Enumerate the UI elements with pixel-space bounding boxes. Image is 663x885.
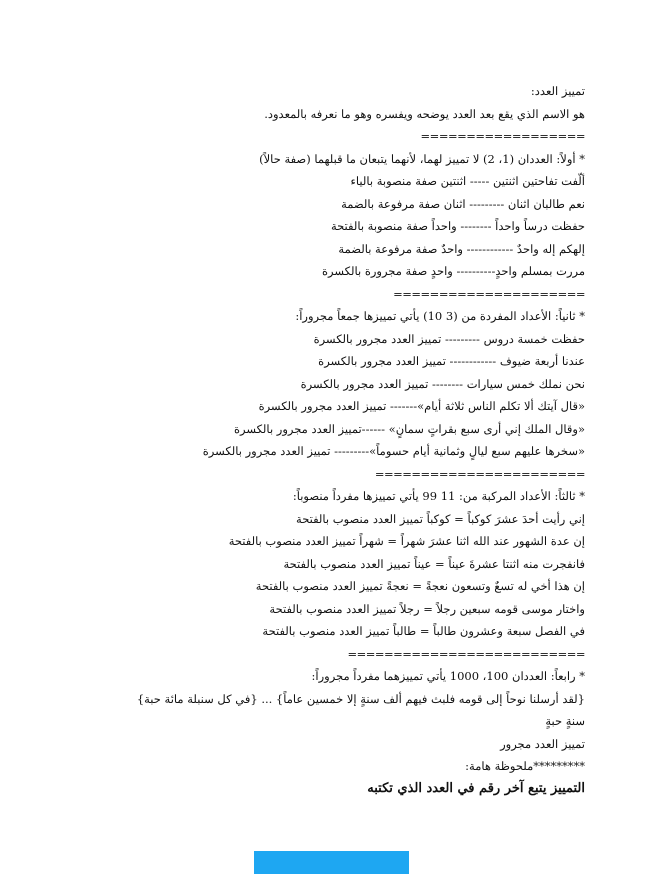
example-words: سنةٍ حبةٍ: [545, 714, 585, 728]
example-line: حفظت خمسة دروس --------- تمييز العدد مجرور بالكسرة: [313, 331, 585, 346]
example-line: واختار موسى قومه سبعين رجلاً = رجلاً تمييز العدد منصوب بالفتحة: [269, 601, 585, 616]
separator: =======================: [374, 466, 585, 481]
note-text: التمييز يتبع آخر رقم في العدد الذي تكتبه: [367, 780, 585, 796]
separator: ==========================: [347, 646, 585, 661]
section-first-heading: * أولاً: العددان (1، 2) لا تمييز لهما، لأنهما يتبعان ما قبلهما (صفة حالاً): [259, 151, 585, 166]
example-line: إلهكم إله واحدٌ ------------ واحدٌ صفة مرفوعة بالضمة: [338, 241, 585, 256]
document-body: [0, 80, 585, 800]
example-explanation: تمييز العدد مجرور: [500, 736, 585, 751]
heading-number-specifier: تمييز العدد:: [530, 84, 585, 98]
separator: ==================: [420, 129, 585, 143]
example-line: «سخرها عليهم سبع ليالٍ وثمانية أيام حسوماً»--------- تمييز العدد مجرور بالكسرة: [202, 444, 585, 458]
example-line: في الفصل سبعة وعشرون طالباً = طالباً تمييز العدد منصوب بالفتحة: [262, 624, 585, 638]
example-line: فانفجرت منه اثنتا عشرةَ عيناً = عيناً تمييز العدد منصوب بالفتحة: [283, 556, 585, 571]
example-line: إن عدة الشهور عند الله اثنا عشرَ شهراً = شهراً تمييز العدد منصوب بالفتحة: [228, 534, 585, 548]
note-heading: *********ملحوظة هامة:: [465, 759, 585, 773]
example-line: نحن نملك خمس سيارات -------- تمييز العدد مجرور بالكسرة: [300, 376, 585, 391]
definition-text: هو الاسم الذي يقع بعد العدد يوضحه ويفسره وهو ما نعرفه بالمعدود.: [264, 106, 585, 121]
example-line: حفظت درساً واحداً -------- واحداً صفة منصوبة بالفتحة: [330, 219, 585, 233]
separator: =====================: [393, 286, 585, 301]
section-second-heading: * ثانياً: الأعداد المفردة من (3 10) يأتي تمييزها جمعاً مجروراً:: [295, 309, 585, 323]
bottom-action-bar[interactable]: [254, 851, 409, 874]
example-line: ألّفت تفاحتين اثنتين ----- اثنتين صفة منصوبة بالياء: [350, 174, 585, 188]
example-line: عندنا أربعة ضيوف ------------ تمييز العدد مجرور بالكسرة: [318, 354, 585, 368]
section-fourth-heading: * رابعاً: العددان 100، 1000 يأتي تمييزهما مفرداً مجروراً:: [311, 669, 585, 683]
section-third-heading: * ثالثاً: الأعداد المركبة من: 11 99 يأتي تمييزها مفرداً منصوباً:: [292, 489, 585, 503]
example-line: مررت بمسلم واحدٍ---------- واحدٍ صفة مجرورة بالكسرة: [321, 264, 585, 278]
example-line: «قال آيتك ألا تكلم الناس ثلاثة أيام»------- تمييز العدد مجرور بالكسرة: [258, 399, 585, 413]
example-line: «وقال الملك إني أرى سبع بقراتٍ سمانٍ» ------تمييز العدد مجرور بالكسرة: [233, 421, 585, 436]
example-line: نعم طالبان اثنان --------- اثنان صفة مرفوعة بالضمة: [341, 196, 585, 211]
example-line: إني رأيت أحدَ عشرَ كوكباً = كوكباً تمييز العدد منصوب بالفتحة: [296, 511, 585, 526]
quran-example: {لقد أرسلنا نوحاً إلى قومه فلبث فيهم ألف سنةٍ إلا خمسين عاماً} ... {في كل سنبلة مائة حبة}: [136, 691, 585, 706]
example-line: إن هذا أخي له تسعٌ وتسعون نعجةً = نعجةً تمييز العدد منصوب بالفتحة: [255, 579, 585, 593]
